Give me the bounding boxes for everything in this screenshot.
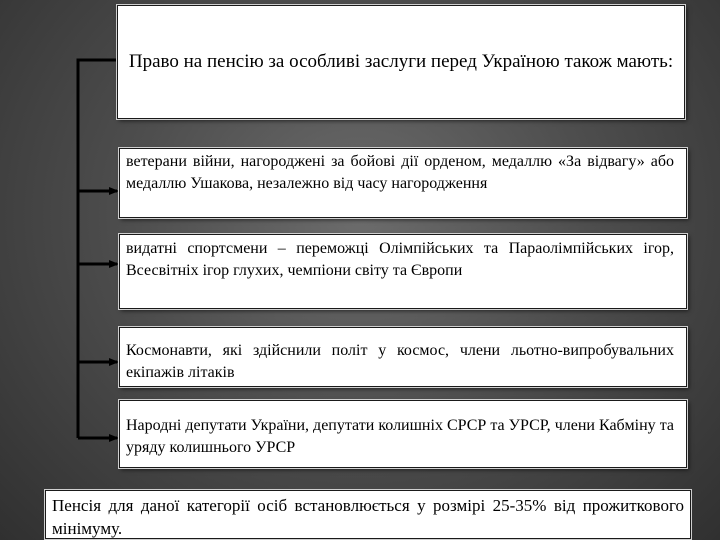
category-box-deputies xyxy=(119,400,687,468)
title-box xyxy=(117,5,685,119)
footer-text: Пенсія для даної категорії осіб встановлюється у розмірі 25-35% від прожиткового мінімуму. xyxy=(52,496,684,538)
category-box-athletes xyxy=(119,234,687,309)
footer-note-box xyxy=(45,490,691,539)
title-text: Право на пенсію за особливі заслуги перед Україною також мають: xyxy=(128,51,674,72)
category-text: Народні депутати України, депутати колишніх СРСР та УРСР, члени Кабміну та уряду колишнього УРСР xyxy=(126,417,674,456)
category-text: ветерани війни, нагороджені за бойові дії орденом, медаллю «За відвагу» або медаллю Ушакова, незалежно від часу нагородження xyxy=(126,153,674,192)
category-box-veterans xyxy=(119,148,687,218)
category-text: видатні спортсмени – переможці Олімпійських та Параолімпійських ігор, Всесвітніх ігор глухих, чемпіони світу та Європи xyxy=(126,240,674,279)
category-text: Космонавти, які здійснили політ у космос, члени льотно-випробувальних екіпажів літаків xyxy=(126,342,674,381)
category-box-cosmonauts xyxy=(119,327,687,387)
